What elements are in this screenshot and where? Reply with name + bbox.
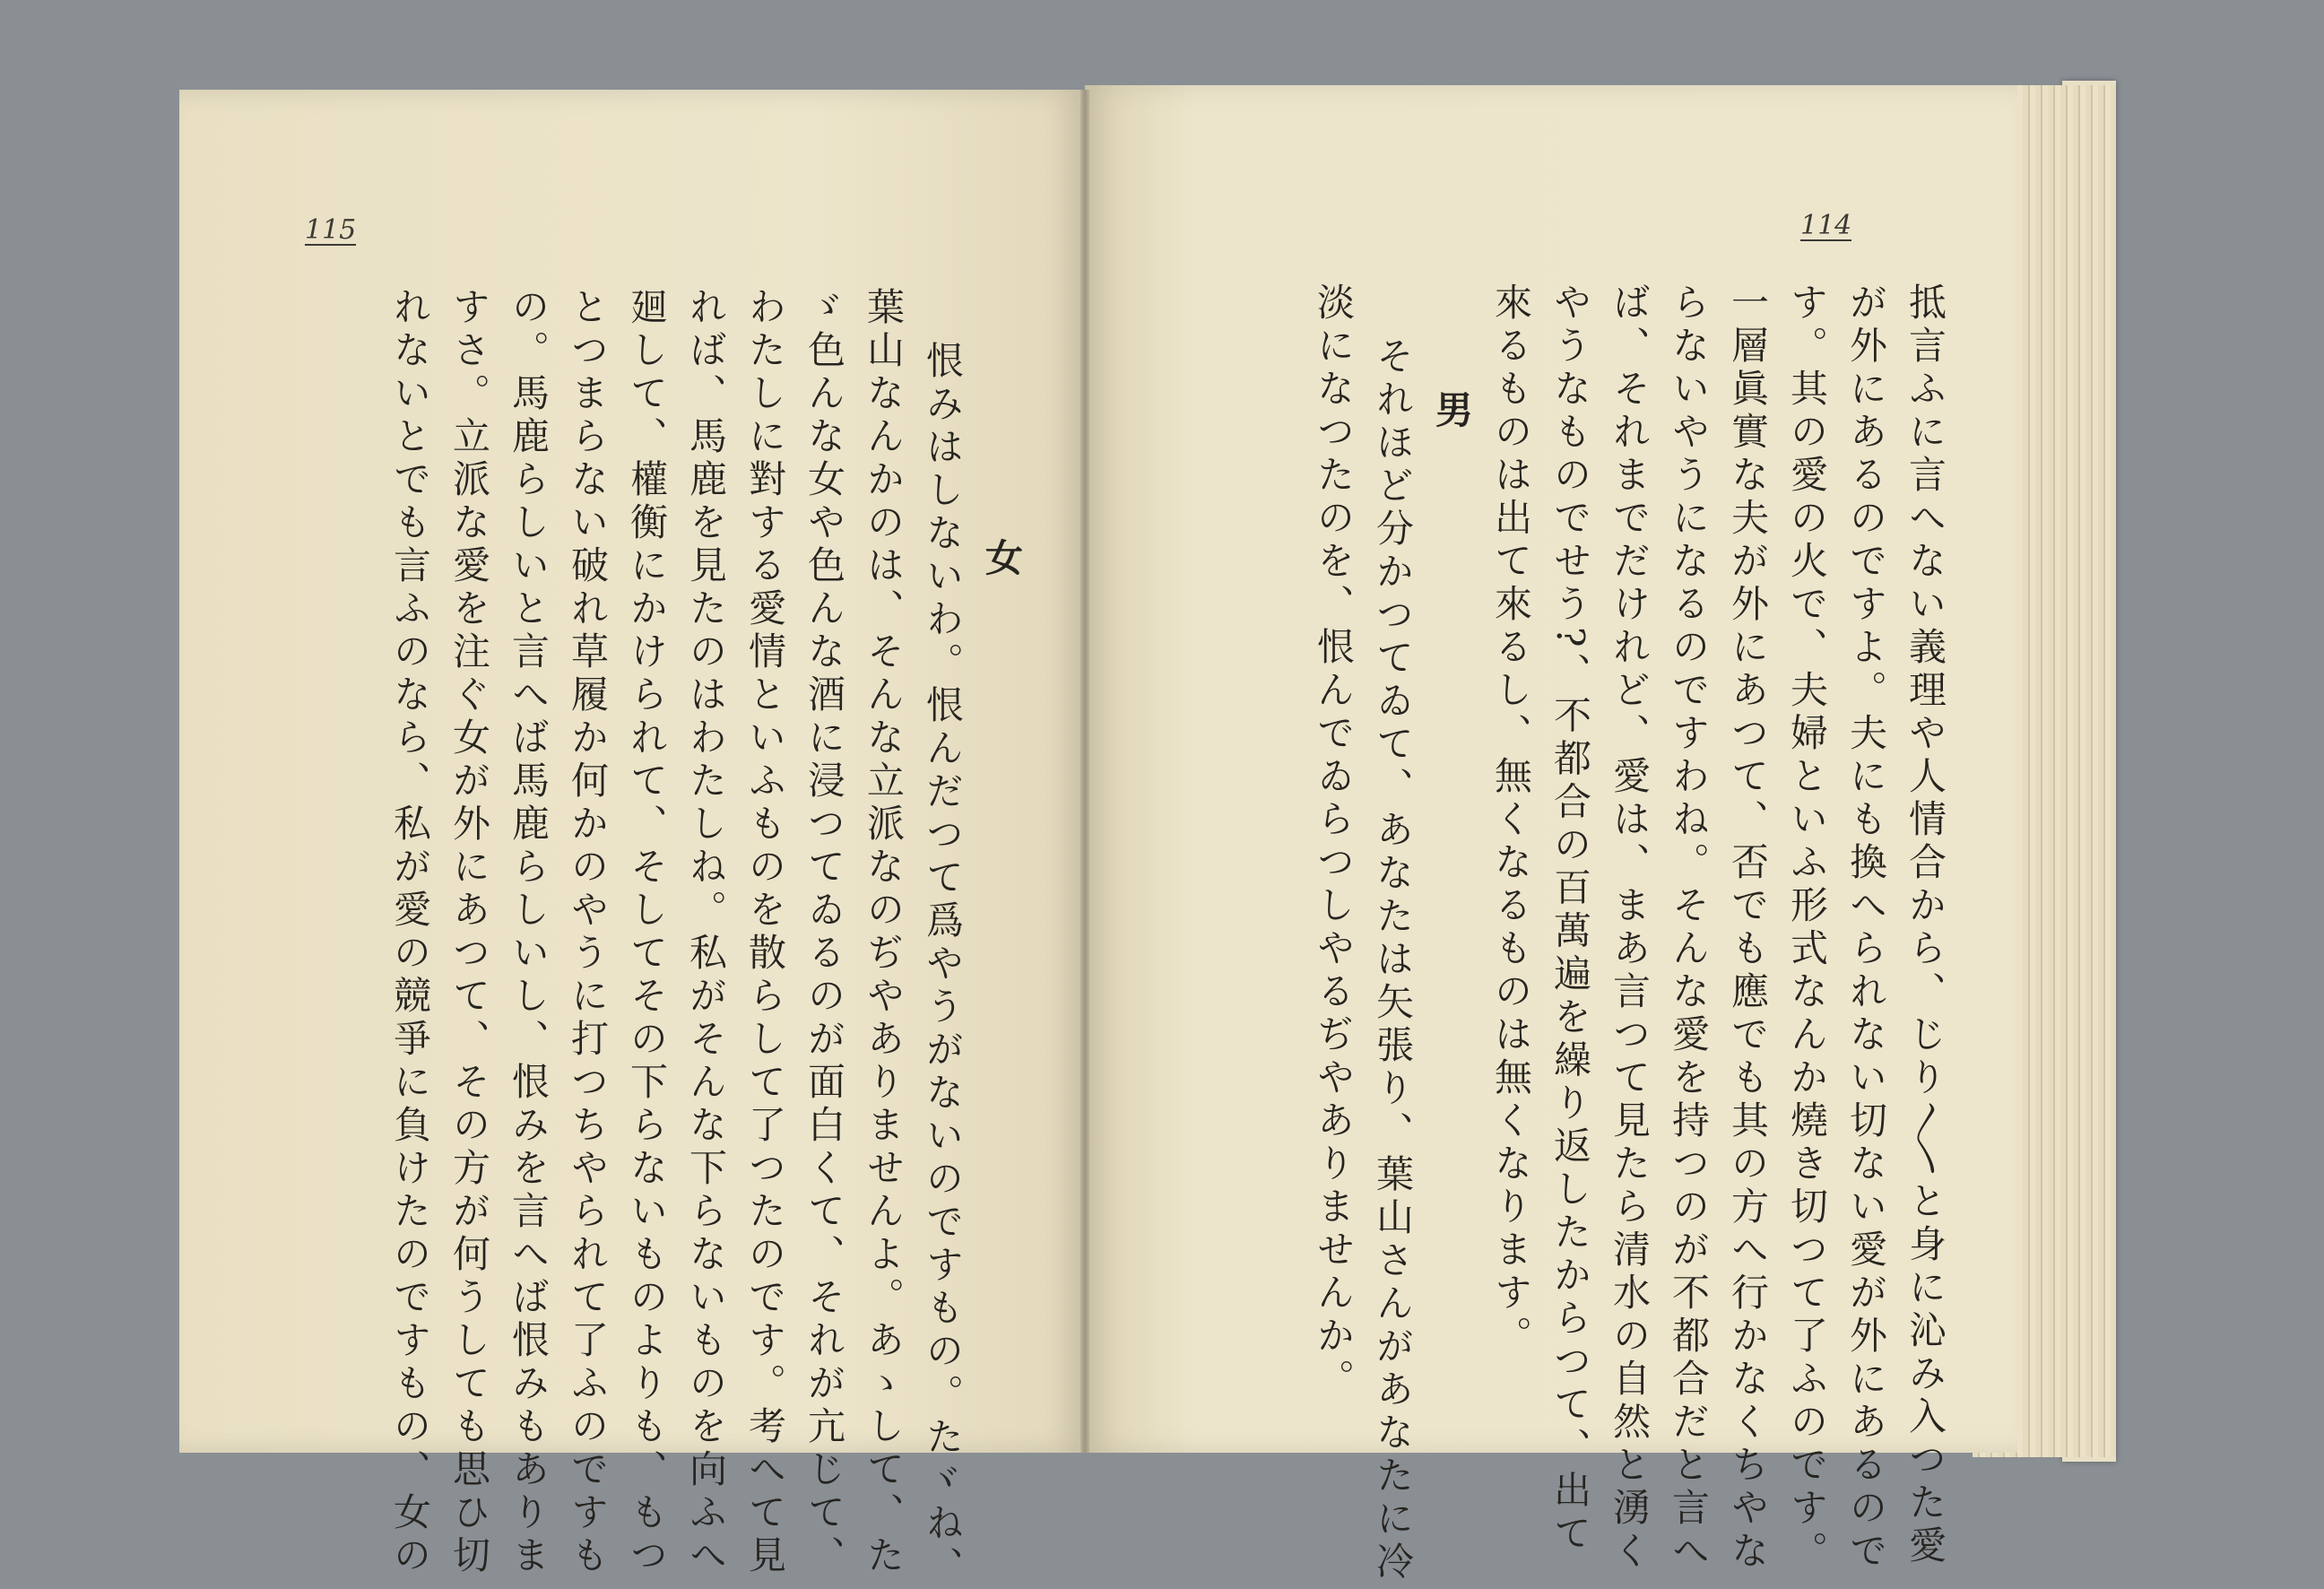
right-page-text — [1304, 282, 1955, 1585]
text-line: ば、それまでだけれど、愛は、まあ言つて見たら清水の自然と湧く — [1608, 282, 1652, 1574]
text-line: やうなものでせう?、不都合の百萬遍を繰り返したからつて、出て — [1548, 282, 1592, 1557]
text-line: ゞ色んな女や色んな酒に浸つてゐるのが面白くて、それが亢じて、 — [802, 287, 846, 1578]
text-line: それほど分かつてゐて、あなたは矢張り、葉山さんがあなたに冷 — [1371, 336, 1415, 1585]
speaker-label: 男 — [1430, 390, 1474, 433]
text-line: 來るものは出て來るし、無くなるものは無くなります。 — [1489, 282, 1533, 1359]
speaker-label: 女 — [980, 538, 1024, 581]
page-right — [1085, 85, 2017, 1585]
text-line: すさ。立派な愛を注ぐ女が外にあつて、その方が何うしても思ひ切 — [447, 287, 491, 1578]
text-line: が外にあるのですよ。夫にも換へられない切ない愛が外にあるので — [1844, 282, 1888, 1574]
text-line: す。其の愛の火で、夫婦といふ形式なんか燒き切つて了ふのです。 — [1785, 282, 1829, 1574]
text-line: らないやうになるのですわね。そんな愛を持つのが不都合だと言へ — [1667, 282, 1711, 1574]
text-line: 葉山なんかのは、そんな立派なのぢやありませんよ。あゝして、た — [862, 287, 906, 1578]
text-line: れば、馬鹿を見たのはわたしね。私がそんな下らないものを向ふへ — [684, 287, 728, 1578]
text-line: 抵言ふに言へない義理や人情合から、じり〳〵と身に沁み入つた愛 — [1903, 282, 1947, 1568]
book-gutter — [1080, 90, 1089, 1453]
text-line: 淡になつたのを、恨んでゐらつしやるぢやありませんか。 — [1312, 282, 1356, 1402]
text-line: の。馬鹿らしいと言へば馬鹿らしいし、恨みを言へば恨みもありま — [507, 287, 551, 1578]
text-line: 一層眞實な夫が外にあつて、否でも應でも其の方へ行かなくちやな — [1726, 282, 1770, 1574]
page-number-right: 114 — [1800, 210, 1852, 241]
text-line: 恨みはしないわ。恨んだつて爲やうがないのですもの。たヾね、 — [921, 341, 965, 1589]
text-line: わたしに對する愛情といふものを散らして了つたのです。考へて見 — [743, 287, 787, 1578]
left-page-text — [380, 287, 1031, 1589]
text-line: 廻して、權衡にかけられて、そしてその下らないものよりも、もつ — [625, 287, 669, 1578]
page-left — [179, 90, 1085, 1589]
text-line: れないとでも言ふのなら、私が愛の競爭に負けたのですもの、女の — [388, 287, 432, 1578]
text-line: とつまらない破れ草履か何かのやうに打つちやられて了ふのですも — [566, 287, 610, 1578]
page-number-left: 115 — [305, 214, 357, 246]
